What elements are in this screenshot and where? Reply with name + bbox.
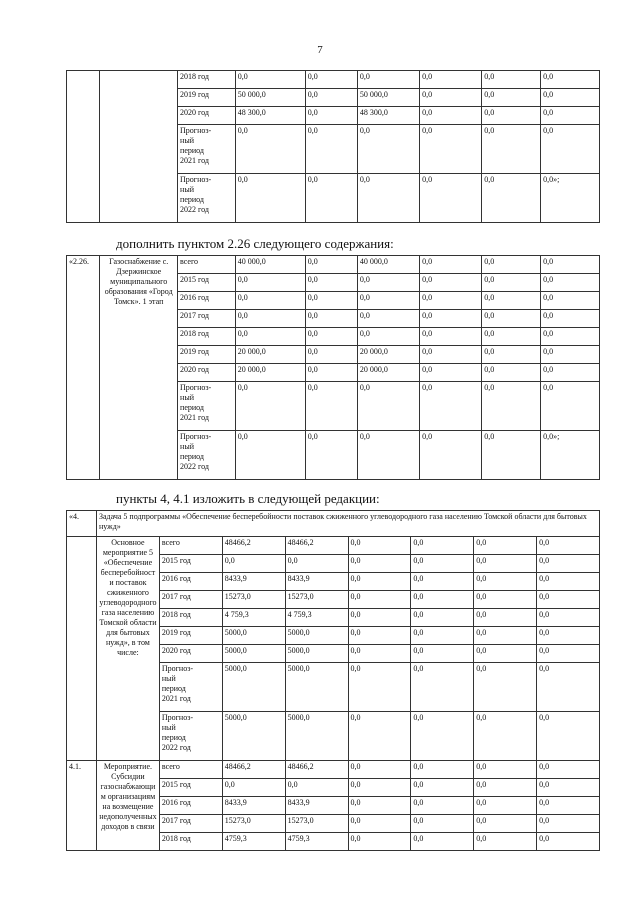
value-cell: 15273,0: [285, 815, 348, 833]
value-cell: 0,0: [357, 71, 419, 89]
value-cell: 48466,2: [285, 537, 348, 555]
value-cell: 0,0: [541, 292, 600, 310]
item-name-cell: Газоснабжение с. Дзержинское муниципального образования «Город Томск». 1 этап: [100, 256, 178, 480]
year-cell: Прогноз- ный период 2021 год: [178, 125, 236, 174]
value-cell: 0,0: [541, 89, 600, 107]
value-cell: 48 300,0: [235, 107, 305, 125]
value-cell: 0,0: [357, 125, 419, 174]
value-cell: 0,0: [537, 627, 600, 645]
value-cell: 0,0: [348, 663, 411, 712]
year-cell: 2018 год: [178, 71, 236, 89]
value-cell: 0,0: [348, 573, 411, 591]
value-cell: 0,0: [482, 256, 541, 274]
value-cell: 0,0: [235, 174, 305, 223]
value-cell: 0,0: [420, 125, 482, 174]
year-cell: 2016 год: [178, 292, 236, 310]
value-cell: 0,0: [537, 645, 600, 663]
value-cell: 8433,9: [285, 573, 348, 591]
value-cell: 8433,9: [285, 797, 348, 815]
value-cell: 0,0: [482, 310, 541, 328]
value-cell: 0,0: [541, 328, 600, 346]
year-cell: 2020 год: [178, 107, 236, 125]
value-cell: 0,0: [411, 537, 474, 555]
value-cell: 0,0: [474, 555, 537, 573]
task-number-cell: «4.: [67, 511, 97, 537]
value-cell: 0,0: [541, 107, 600, 125]
value-cell: 0,0: [482, 431, 541, 480]
value-cell: 0,0: [348, 609, 411, 627]
value-cell: 0,0: [348, 645, 411, 663]
year-cell: 2017 год: [159, 815, 222, 833]
value-cell: 0,0»;: [541, 174, 600, 223]
amendment-paragraph-2-26: дополнить пунктом 2.26 следующего содержания:: [116, 236, 394, 251]
value-cell: 0,0: [474, 712, 537, 761]
value-cell: 15273,0: [285, 591, 348, 609]
value-cell: 0,0: [420, 364, 482, 382]
value-cell: 0,0: [305, 71, 357, 89]
value-cell: 0,0: [541, 364, 600, 382]
value-cell: 5000,0: [285, 712, 348, 761]
value-cell: 0,0: [482, 274, 541, 292]
sub-item-number-cell: 4.1.: [67, 761, 97, 851]
value-cell: 0,0: [482, 174, 541, 223]
value-cell: 0,0: [348, 833, 411, 851]
value-cell: 0,0: [420, 328, 482, 346]
value-cell: 0,0: [357, 431, 419, 480]
value-cell: 0,0: [235, 71, 305, 89]
value-cell: 0,0: [305, 346, 357, 364]
value-cell: 0,0: [411, 627, 474, 645]
value-cell: 0,0: [482, 364, 541, 382]
value-cell: 0,0: [235, 328, 305, 346]
value-cell: 0,0: [482, 346, 541, 364]
value-cell: 0,0: [541, 274, 600, 292]
value-cell: 0,0: [357, 382, 419, 431]
value-cell: 0,0: [305, 274, 357, 292]
name-cell: [100, 71, 178, 223]
value-cell: 0,0: [348, 815, 411, 833]
value-cell: 0,0: [285, 555, 348, 573]
value-cell: 0,0: [348, 555, 411, 573]
value-cell: 0,0: [541, 382, 600, 431]
value-cell: 0,0: [537, 555, 600, 573]
value-cell: 0,0: [537, 663, 600, 712]
value-cell: 0,0: [537, 712, 600, 761]
value-cell: 0,0: [482, 71, 541, 89]
value-cell: 15273,0: [222, 815, 285, 833]
value-cell: 50 000,0: [357, 89, 419, 107]
year-cell: Прогноз- ный период 2022 год: [178, 174, 236, 223]
value-cell: 4759,3: [222, 833, 285, 851]
year-cell: 2015 год: [159, 555, 222, 573]
value-cell: 20 000,0: [235, 346, 305, 364]
value-cell: 0,0: [411, 573, 474, 591]
value-cell: 0,0: [474, 537, 537, 555]
value-cell: 0,0: [235, 274, 305, 292]
value-cell: 0,0: [411, 797, 474, 815]
value-cell: 0,0: [357, 292, 419, 310]
value-cell: 0,0: [348, 537, 411, 555]
value-cell: 0,0: [222, 779, 285, 797]
value-cell: 0,0: [420, 71, 482, 89]
value-cell: 0,0: [537, 779, 600, 797]
value-cell: 0,0: [474, 779, 537, 797]
year-cell: 2019 год: [178, 346, 236, 364]
value-cell: 0,0: [474, 815, 537, 833]
year-cell: Прогноз- ный период 2022 год: [178, 431, 236, 480]
value-cell: 0,0: [235, 125, 305, 174]
value-cell: 0,0: [348, 627, 411, 645]
table-row: [67, 761, 600, 779]
value-cell: 0,0: [411, 645, 474, 663]
year-cell: 2019 год: [178, 89, 236, 107]
value-cell: 4 759,3: [222, 609, 285, 627]
year-cell: 2020 год: [159, 645, 222, 663]
sub-item-name-cell: Мероприятие. Субсидии газоснабжающим организациям на возмещение недополученных доходов в связи: [97, 761, 160, 851]
value-cell: 0,0: [420, 346, 482, 364]
value-cell: 0,0: [537, 573, 600, 591]
value-cell: 0,0: [474, 609, 537, 627]
value-cell: 0,0: [482, 125, 541, 174]
value-cell: 0,0: [537, 609, 600, 627]
value-cell: 0,0: [235, 431, 305, 480]
value-cell: 15273,0: [222, 591, 285, 609]
value-cell: 0,0: [305, 292, 357, 310]
value-cell: 48466,2: [285, 761, 348, 779]
value-cell: 0,0: [537, 833, 600, 851]
year-cell: 2020 год: [178, 364, 236, 382]
value-cell: 0,0: [357, 328, 419, 346]
number-cell: [67, 71, 100, 223]
budget-table-continuation: [66, 70, 600, 223]
value-cell: 0,0: [541, 346, 600, 364]
value-cell: 0,0: [305, 310, 357, 328]
value-cell: 0,0: [357, 274, 419, 292]
value-cell: 0,0: [420, 292, 482, 310]
value-cell: 20 000,0: [235, 364, 305, 382]
value-cell: 5000,0: [222, 663, 285, 712]
page-number: 7: [317, 44, 323, 56]
task-row: [67, 511, 600, 537]
year-cell: Прогноз- ный период 2021 год: [159, 663, 222, 712]
value-cell: 0,0: [235, 310, 305, 328]
value-cell: 0,0: [411, 833, 474, 851]
year-cell: 2017 год: [159, 591, 222, 609]
value-cell: 0,0: [348, 779, 411, 797]
value-cell: 0,0: [411, 555, 474, 573]
value-cell: 0,0: [411, 815, 474, 833]
value-cell: 0,0: [541, 310, 600, 328]
value-cell: 0,0: [474, 833, 537, 851]
value-cell: 40 000,0: [235, 256, 305, 274]
table-row: [67, 71, 600, 89]
value-cell: 0,0: [537, 797, 600, 815]
value-cell: 5000,0: [285, 645, 348, 663]
budget-table-item-4: [66, 510, 600, 851]
value-cell: 0,0: [420, 274, 482, 292]
value-cell: 20 000,0: [357, 364, 419, 382]
value-cell: 0,0: [411, 591, 474, 609]
value-cell: 5000,0: [222, 712, 285, 761]
value-cell: 0,0: [305, 174, 357, 223]
value-cell: 0,0: [482, 89, 541, 107]
year-cell: всего: [159, 537, 222, 555]
value-cell: 0,0: [235, 292, 305, 310]
year-cell: Прогноз- ный период 2022 год: [159, 712, 222, 761]
value-cell: 0,0: [537, 537, 600, 555]
value-cell: 40 000,0: [357, 256, 419, 274]
value-cell: 5000,0: [285, 663, 348, 712]
year-cell: 2019 год: [159, 627, 222, 645]
value-cell: 0,0: [474, 663, 537, 712]
value-cell: 0,0: [420, 310, 482, 328]
value-cell: 0,0: [474, 591, 537, 609]
value-cell: 0,0: [411, 712, 474, 761]
value-cell: 0,0: [537, 591, 600, 609]
value-cell: 0,0: [474, 797, 537, 815]
value-cell: 0,0: [420, 431, 482, 480]
value-cell: 0,0: [420, 89, 482, 107]
year-cell: Прогноз- ный период 2021 год: [178, 382, 236, 431]
value-cell: 5000,0: [222, 627, 285, 645]
value-cell: 0,0: [348, 797, 411, 815]
value-cell: 0,0: [348, 591, 411, 609]
year-cell: 2015 год: [159, 779, 222, 797]
year-cell: всего: [159, 761, 222, 779]
value-cell: 0,0: [348, 761, 411, 779]
value-cell: 0,0: [222, 555, 285, 573]
value-cell: 0,0: [537, 815, 600, 833]
value-cell: 0,0: [305, 107, 357, 125]
value-cell: 0,0: [411, 663, 474, 712]
value-cell: 4759,3: [285, 833, 348, 851]
year-cell: 2018 год: [178, 328, 236, 346]
value-cell: 5000,0: [285, 627, 348, 645]
value-cell: 0,0: [482, 328, 541, 346]
value-cell: 0,0: [474, 761, 537, 779]
year-cell: 2016 год: [159, 573, 222, 591]
value-cell: 0,0: [411, 761, 474, 779]
value-cell: 0,0: [411, 609, 474, 627]
amendment-paragraph-4: пункты 4, 4.1 изложить в следующей редакции:: [116, 491, 380, 506]
year-cell: 2016 год: [159, 797, 222, 815]
value-cell: 0,0: [305, 382, 357, 431]
value-cell: 0,0: [541, 71, 600, 89]
value-cell: 0,0: [420, 107, 482, 125]
value-cell: 48 300,0: [357, 107, 419, 125]
year-cell: 2018 год: [159, 833, 222, 851]
value-cell: 4 759,3: [285, 609, 348, 627]
year-cell: 2017 год: [178, 310, 236, 328]
value-cell: 0,0: [305, 364, 357, 382]
value-cell: 0,0: [541, 256, 600, 274]
task-description-cell: Задача 5 подпрограммы «Обеспечение бесперебойности поставок сжиженного углеводородного газа населению Томской области для бытовых нужд»: [97, 511, 600, 537]
table-row: [67, 537, 600, 555]
value-cell: 0,0: [235, 382, 305, 431]
value-cell: 0,0: [541, 125, 600, 174]
value-cell: 0,0: [305, 328, 357, 346]
value-cell: 5000,0: [222, 645, 285, 663]
value-cell: 0,0: [305, 256, 357, 274]
value-cell: 0,0: [420, 256, 482, 274]
value-cell: 48466,2: [222, 537, 285, 555]
value-cell: 0,0: [285, 779, 348, 797]
year-cell: 2015 год: [178, 274, 236, 292]
value-cell: 0,0: [357, 310, 419, 328]
value-cell: 0,0: [474, 573, 537, 591]
value-cell: 0,0: [474, 645, 537, 663]
value-cell: 0,0: [348, 712, 411, 761]
table-row: [67, 256, 600, 274]
value-cell: 0,0: [474, 627, 537, 645]
item-number-cell: [67, 537, 97, 761]
value-cell: 20 000,0: [357, 346, 419, 364]
value-cell: 0,0: [420, 174, 482, 223]
value-cell: 0,0»;: [541, 431, 600, 480]
item-name-cell: Основное мероприятие 5 «Обеспечение бесперебойности поставок сжиженного углеводородного газа населению Томской области для бытовых нужд», в том числе:: [97, 537, 160, 761]
item-number-cell: «2.26.: [67, 256, 100, 480]
value-cell: 50 000,0: [235, 89, 305, 107]
value-cell: 0,0: [305, 89, 357, 107]
value-cell: 0,0: [482, 107, 541, 125]
value-cell: 0,0: [411, 779, 474, 797]
value-cell: 0,0: [537, 761, 600, 779]
value-cell: 0,0: [482, 382, 541, 431]
value-cell: 0,0: [420, 382, 482, 431]
value-cell: 8433,9: [222, 573, 285, 591]
year-cell: всего: [178, 256, 236, 274]
value-cell: 0,0: [305, 431, 357, 480]
year-cell: 2018 год: [159, 609, 222, 627]
budget-table-item-2-26: [66, 255, 600, 480]
value-cell: 0,0: [357, 174, 419, 223]
value-cell: 0,0: [482, 292, 541, 310]
value-cell: 0,0: [305, 125, 357, 174]
value-cell: 8433,9: [222, 797, 285, 815]
value-cell: 48466,2: [222, 761, 285, 779]
